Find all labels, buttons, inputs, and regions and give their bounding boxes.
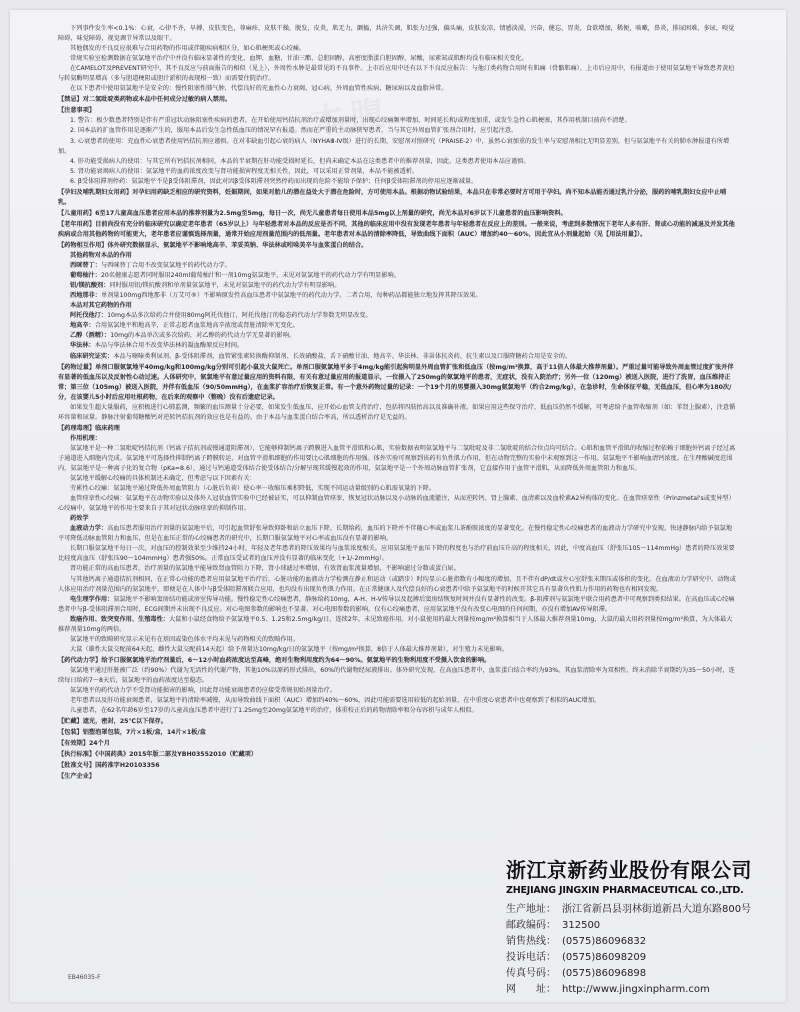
- section-label: 致癌作用、致突变作用、生殖毒性：: [70, 615, 169, 623]
- section-row: [58, 686, 738, 696]
- section-row: [58, 331, 738, 341]
- sections-list: [58, 95, 738, 782]
- section-text: 大鼠和小鼠经食物给予氨氯地平0.5、1.25和2.5mg/kg/日，连续2年，未见致癌作用。对小鼠使用的最大剂量按mg/m²换算相当于人体最大推荐剂量10mg，大鼠的最大用药剂量按mg/m²换算，为大体最大推荐剂量10mg的两倍。: [58, 615, 733, 633]
- section-row: [58, 514, 738, 524]
- section-row: [58, 251, 738, 261]
- section-label: 【执行标准】: [58, 751, 96, 759]
- company-name-en: ZHEJIANG JINGXIN PHARMACEUTICAL CO.,LTD.: [506, 885, 744, 896]
- section-row: [58, 474, 738, 484]
- section-row: [58, 126, 738, 136]
- section-row: [58, 188, 738, 208]
- section-label: 西地那非：: [70, 292, 101, 300]
- contact-value: http://www.jingxinpharm.com: [562, 984, 710, 995]
- section-row: [58, 177, 738, 187]
- intro-paragraph: 在以下患者中使用氨氯地平是安全的：慢性阻塞性肺气肿，代偿良好的充血性心力衰竭，冠心病，外周血管性疾病，糖尿病以及血脂异常。: [70, 85, 448, 93]
- section-row: [58, 95, 738, 105]
- section-row: [58, 403, 738, 423]
- contact-value: (0575)86096832: [562, 936, 647, 947]
- section-row: [58, 575, 738, 595]
- section-text: 氨氯地平的致畸研究显示未见有在基因或染色体水平均未见与药物相关的致畸作用。: [70, 635, 299, 643]
- contact-row: [506, 950, 776, 966]
- section-label: 【批准文号】: [58, 762, 96, 770]
- section-label: 铝/镁抗酸剂：: [70, 282, 110, 290]
- insert-text: [58, 24, 738, 782]
- section-text: 合用氨氯地平和地高辛，正常志愿者血浆地高辛浓度或肾脏清除率无变化。: [94, 322, 299, 330]
- section-row: [58, 564, 738, 574]
- contact-label: 传真号码：: [506, 968, 556, 979]
- section-label: 血液动力学：: [70, 525, 108, 533]
- section-text: 铝塑泡罩包装，7片×1板/盒，14片×1板/盒: [82, 729, 206, 737]
- section-row: [58, 157, 738, 167]
- section-label: 【药理毒理】: [58, 424, 96, 432]
- contact-value: (0575)86096898: [562, 968, 647, 979]
- section-text: 单剂量100mg西地那非（万艾可®）不影响原发性高血压患者中氨氯地平的药代动力学。二者合用，每种药品都能独立地发挥其降压效果。: [100, 292, 482, 300]
- section-text: 对孕妇用药缺乏相应的研究资料，妊娠期间，如果对胎儿的潜在益处大于潜在危险时，方可使用本品。根据动物试验结果，本品只在非常必要时方可用于孕妇。尚不知本品能否通过乳汁分泌，服药的哺乳期妇女应中止哺乳。: [58, 188, 727, 206]
- section-text: 高血压患者服用治疗剂量的氨氯地平后，可引起血管舒张导致仰卧和站立血压下降，长期给药，血压的下降并不伴随心率或血浆儿茶酚胺浓度的显著变化。在慢性稳定性心绞痛患者的血液动力学研究中发现，快速静脉内给予氨氯地平可降低动脉血管阻力和血压，但是在血压正常的心绞痛患者的研究中，长期口服氨氯地平对心率或血压没有显著的影响。: [58, 525, 733, 543]
- section-text: 氨氯地平是一种二氢吡啶钙拮抗剂（钙离子拮抗剂或慢通道阻滞剂），它能够抑制钙离子跨膜进入血管平滑肌和心肌，实验数据表明氨氯地平与二氢吡啶及非二氢吡啶的结合位点均可结合。心肌和血管平滑肌的收缩过程依赖于细胞外钙离子经过离子通道进入细胞内完成。氨氯地平可选择性抑制钙离子跨膜转运，对血管平滑肌细胞的作用要比心肌细胞的作用强。体外实验可观察到该药有负性肌力作用，但在动物完整的实验中未观察到这一作用。氨氯地平不影响血清钙浓度。在生理酸碱度范围内，氨氯地平是一种离子化的复合物（pKa=8.6），通过与钙通道受体结合使受体结合/分解呈现其缓慢起效的作用，氨氯地平是一个外周动脉血管扩张剂，它直接作用于血管平滑肌，从而降低外周血管阻力和血压。: [58, 444, 736, 473]
- contact-row: [506, 902, 776, 918]
- section-row: [58, 271, 738, 281]
- section-label: 药效学: [70, 515, 89, 523]
- intro-paragraph: 其他偶发的不良反应很难与合用药物的作用或伴随疾病相区分，如心肌梗死或心绞痛。: [70, 45, 306, 53]
- section-text: 遮光，密封，25℃以下保存。: [82, 718, 167, 726]
- section-text: 氨氯地平的药代动力学不受肾功能损害的影响，因此肾功能衰竭患者仍应接受常规初始剂量治疗。: [70, 687, 337, 695]
- section-row: [58, 291, 738, 301]
- section-text: 氨氯地平不影响窦房结功能或房室传导功能。慢性稳定性心绞痛患者，静脉给药10mg，A-H、H-V传导以及起搏后窦房结恢复时间并没有显著性的改变。β-阻滞剂与氨氯地平联合用药患者中可观察到类似结果。在高血压或心绞痛患者中与β-受体阻滞剂合用时，ECG间期并未出现不良反应。对心电图参数的影响也不显著。对心电图参数的影响，仅有心绞痛患者，应用氨氯地平没有改变心电图的任何间期，亦没有增加AV传导阻滞。: [58, 595, 735, 613]
- section-row: [58, 220, 738, 240]
- section-label: 本品对其它药物的作用: [70, 302, 132, 310]
- section-row: [58, 524, 738, 544]
- section-row: [58, 209, 738, 219]
- section-label: 【禁忌】: [58, 96, 83, 104]
- intro-paragraph: 下列事件发生率<0.1%：心衰，心律不齐，早搏，皮肤变色，荨麻疹，皮肤干燥，脱发，皮炎，肌无力，颤搐，共济失调，肌张力过强，偏头痛，皮肤发凉，情感淡漠，兴奋，健忘，胃炎，食欲增加，稀便，咳嗽，鼻炎，排尿困难，多尿，嗅觉障碍，味觉障碍，视觉调节异常以及眼干。: [58, 25, 735, 43]
- section-label: 电生理学作用：: [70, 595, 114, 603]
- section-row: [58, 444, 738, 474]
- section-row: [58, 321, 738, 331]
- contact-label: 投诉电话：: [506, 952, 556, 963]
- section-text: 单剂口服氨氯地平40mg/kg和100mg/kg分别可引起小鼠及大鼠死亡。单剂口服氨氯地平多于4mg/kg能引起狗明显外周血管扩张和低血压（按mg/m²换算，高于11倍人体最大推荐剂量）。严重过量可能导致外周血管过度扩张并伴有显著的低血压以及反射性心动过速。人体研究中，氨氯地平有意过量应用的资料有限，有关有意过量应用的报道显示，一位摄入了250mg的氨氯地平的患者，无症状，没有入院治疗；另外一位（120mg）被送入医院，进行了洗胃，血压维持正常；第三位（105mg）被送入医院，并伴有低血压（90/50mmHg），在血浆扩容治疗后恢复正常。有一个意外药物过量的记录：一个19个月的男婴摄入30mg氨氯地平（约合2mg/kg），在急诊时，生命体征平稳，无低血压，但心率为180次/分，在该婴儿5小时后应用吐根药物，在后来的观察中（整晚）没有后遗症记录。: [58, 363, 734, 401]
- section-label: 乙醇（酒精）：: [70, 332, 111, 340]
- company-block: [506, 854, 776, 998]
- section-row: [58, 656, 738, 666]
- section-text: 肾功能正常的高血压患者，治疗剂量的氨氯地平能导致肾血管阻力下降，肾小球滤过率增加，有效肾血浆流量增加，不影响滤过分数或蛋白尿。: [70, 565, 460, 573]
- section-label: 【孕妇及哺乳期妇女用药】: [58, 188, 133, 196]
- section-text: 6. β受体阻滞剂停药：氨氯地平不是β受体阻滞剂，因此对因β受体阻滞剂突然停药而出现的危险不能给予保护；任何β受体阻滞剂的停用应逐渐减量。: [70, 177, 478, 185]
- section-text: 5. 肾功能衰竭病人的使用：氨氯地平的血药浓度改变与肾功能损害程度无相关性，因此，可以采用正常剂量，本品不能被透析。: [70, 167, 419, 175]
- section-text: 如果发生超大量服药，应积极进行心肺监测，频繁的血压测量十分必要，如果发生低血压，应开始心血管支持治疗，包括将四肢抬高以及准确补液。如果应用这些保守治疗，低血压仍然不缓解，可考虑给予血管收缩剂（如：苯肾上腺素），注意循环容量和尿量。静脉注射葡萄糖酸钙对逆转钙拮抗剂的效应也是有益的。由于本品与血浆蛋白结合率高，所以透析治疗是无益的。: [58, 403, 736, 421]
- section-text: 6至17儿童高血压患者应用本品的推荐剂量为2.5mg至5mg，每日一次，尚无儿童患者每日使用本品5mg以上剂量的研究，尚无本品对6岁以下儿童患者的血压影响资料。: [95, 209, 567, 217]
- section-row: [58, 772, 738, 782]
- section-row: [58, 696, 738, 706]
- section-label: 葡萄柚汁：: [70, 272, 101, 280]
- section-text: 给予口服氨氯地平治疗剂量后，6～12小时血药浓度达至高峰，绝对生物利用度约为64～90%。氨氯地平的生物利用度不受摄入饮食的影响。: [101, 656, 491, 664]
- section-text: 劳累性心绞痛：氨氯地平通过降低外周血管阻力（心脏后负荷）使心率－收缩压乘积降低，实现不同运动量级别的心肌需氧量的下降。: [70, 485, 436, 493]
- section-label: 【贮藏】: [58, 718, 83, 726]
- company-name-cn: 浙江京新药业股份有限公司: [506, 858, 752, 882]
- section-label: 【药物过量】: [58, 363, 96, 371]
- package-insert-sheet: [10, 10, 786, 1002]
- watermark: 本腹: [308, 92, 393, 144]
- contact-row: [506, 966, 776, 982]
- section-label: 【药物相互作用】: [58, 241, 108, 249]
- section-text: 临床药理: [95, 424, 120, 432]
- section-label: 【药代动力学】: [58, 656, 102, 664]
- section-label: 【老年用药】: [58, 220, 96, 228]
- section-text: 国药准字H20103356: [95, 762, 160, 770]
- section-row: [58, 615, 738, 635]
- section-label: 阿托伐他汀：: [70, 312, 108, 320]
- section-text: 《中国药典》2015年版二部及YBH03552010（贮藏项）: [95, 751, 258, 759]
- section-row: [58, 635, 738, 645]
- section-label: 地高辛：: [70, 322, 95, 330]
- section-row: [58, 341, 738, 351]
- section-text: 本品与华法林合用不改变华法林的凝血酶原反应时间。: [94, 342, 244, 350]
- contact-label: 邮政编码：: [506, 920, 556, 931]
- intro-paragraph: 常规实验室检测数据在氨氯地平治疗中并没有临床显著性的变化，血钾，血糖，甘油三酯，总胆固醇，高密度脂蛋白胆固醇，尿酸，尿素氮或肌酐均没有临床相关变化。: [70, 55, 528, 63]
- section-text: 与西咪替丁合用不改变氨氯地平的药代动力学。: [100, 262, 231, 270]
- section-text: 体外研究数据显示，氨氯地平不影响地高辛、苯妥英钠、华法林或吲哚美辛与血浆蛋白的结合。: [107, 241, 368, 249]
- section-text: 与其他钙离子通道拮抗剂相同，在正常心功能的患者应用氨氯地平治疗后，心脏功能的血液动力学检测在静止和运动（或踏步）时均显示心脏指数有小幅度的增加，且不伴有dP/dt或左心室舒张末期压或体积的变化。在血液动力学研究中，动物或人体应用治疗剂量范围内的氨氯地平，即便是在人体中与β受体阻滞剂联合应用，也均没有出现负性肌力作用。在正常健康人及代偿良好的心衰患者中给予氨氯地平的时候开其它具有显著负性肌力作用的药物也有相同发现。: [58, 575, 736, 593]
- section-row: [58, 137, 738, 157]
- section-row: [58, 750, 738, 760]
- section-text: 同时服用铝/镁抗酸剂和单剂量氨氯地平，未见对氨氯地平的药代动力学有明显影响。: [109, 282, 341, 290]
- section-row: [58, 363, 738, 403]
- section-row: [58, 261, 738, 271]
- section-row: [58, 281, 738, 291]
- contact-row: [506, 934, 776, 950]
- section-label: 【注意事项】: [58, 107, 96, 115]
- section-label: 【有效期】: [58, 740, 89, 748]
- section-text: 10mg本品多次给药合并使用80mg阿托伐他汀，阿托伐他汀的稳态药代动力学参数无明显改变。: [107, 312, 372, 320]
- section-row: [58, 761, 738, 771]
- section-text: 3. 心衰患者的使用：充血性心衰患者使用钙拮抗剂应谨慎。在对非缺血引起心衰的病人（NYHAⅢ-Ⅳ级）进行的长期、安慰剂对照研究（PRAISE-2）中，虽然心衰加重的发生率与安慰剂相比无明显差别，但与氨氯地平有关的肺水肿报道有所增加。: [58, 137, 730, 155]
- section-row: [58, 424, 738, 434]
- section-text: 大鼠（雄性大鼠交配前64天起，雌性大鼠交配前14天起）给予剂量达10mg/kg/日的氨氯地平（按mg/m²换算，8倍于人体最大推荐剂量），对生殖力未见影响。: [70, 645, 508, 653]
- section-label: 【包装】: [58, 729, 83, 737]
- section-label: 【儿童用药】: [58, 209, 96, 217]
- section-row: [58, 717, 738, 727]
- section-text: 氨氯地平通过肝脏被广泛（约90%）代谢为无活性的代谢产物，其他10%以原药形式排出，60%的代谢物经尿液排出。体外研究发现，在高血压患者中，血浆蛋白结合率约为93%。其血浆清除率为双相性，终末消除半衰期约为35～50小时，连续每日给药7～8天后，氨氯地平的血药浓度达至稳态。: [58, 666, 735, 684]
- contact-value: (0575)86098209: [562, 952, 647, 963]
- section-row: [58, 544, 738, 564]
- intro-paragraph: 在CAMELOT及PREVENT研究中，其不良反应与前面报告的相似（见上），外周性水肿是最常见的不良事件。上市后应用中还有以下不良反应报告：与他汀类药物合用时有肌痛（骨骼肌痛），上市后应用中，有报道由于使用氨氯地平导致患者黄疸与转氨酶明显增高（多与胆道梗阻或胆汁淤积的表现相一致）而需要住院治疗。: [58, 65, 735, 83]
- section-text: 长期口服氨氯地平每日一次，对血压的控制效果至少维持24小时，年轻及老年患者的降压效果均与血浆浓度相关。应用氨氯地平血压下降的程度也与治疗前血压升高的程度相关，因此，中度高血压（舒张压105～114mmHg）患者的降压效果要比轻度高血压（舒张压90～104mmHg）患者强50%。正常血压受试者的血压并没有显著的临床变化（+1/-2mmHg）。: [58, 545, 735, 563]
- contact-label: 网 址：: [506, 984, 556, 995]
- print-code: EB46035-F: [68, 974, 101, 981]
- section-text: 1. 警告：极少数患者特别是伴有严重冠状动脉阻塞性疾病的患者，在开始使用钙拮抗剂治疗或增加剂量时，出现心绞痛频率增加，时间延长和/或程度加重，或发生急性心肌梗塞，其作用机制目前尚不清楚。: [70, 117, 631, 125]
- contact-row: [506, 918, 776, 934]
- section-row: [58, 494, 738, 514]
- section-row: [58, 301, 738, 311]
- section-text: 血管痉挛性心绞痛：氨氯地平在动物实验以及体外人冠状血管实验中已经被证实，可以抑制血管痉挛，恢复冠状动脉以及小动脉的血流灌注，从而逆转钙、肾上腺素、血清素以及血栓素A2异构体的变化。在血管痉挛性（Prinzmetal's或变异型）心绞痛中，氨氯地平的作用主要来自于其对冠状动脉痉挛的抑制作用。: [58, 495, 735, 513]
- section-label: 华法林：: [70, 342, 95, 350]
- section-row: [58, 739, 738, 749]
- section-text: 目前尚没有充分的临床研究以确定老年患者（65岁以上）与年轻患者对本品的反应是否不同，其他的临床应用中没有发现老年患者与年轻患者在反应上的差别。一般来说，考虑到多数情况下老年人多有肝、肾或心功能的减退及并发其他疾病或合用其他药物的可能更大，老年患者应谨慎选择剂量，通常开始应用剂量范围内的低剂量。老年患者对本品的清除率降低，导致曲线下面积（AUC）增加约40～60%，因此宜从小剂量起始（见【用法用量】）。: [58, 220, 735, 238]
- section-row: [58, 167, 738, 177]
- contact-value: 312500: [562, 920, 601, 931]
- section-row: [58, 241, 738, 251]
- contact-label: 生产地址：: [506, 904, 556, 915]
- section-row: [58, 311, 738, 321]
- section-text: 20名健康志愿者同时服用240ml葡萄柚汁和一剂10mg氨氯地平，未见对氨氯地平的药代动力学有明显影响。: [100, 272, 400, 280]
- section-row: [58, 666, 738, 686]
- section-label: 【生产企业】: [58, 773, 96, 781]
- section-label: 其他药物对本品的作用: [70, 252, 132, 260]
- section-text: 24个月: [88, 740, 110, 748]
- section-row: [58, 484, 738, 494]
- section-text: 10mg的本品单次或多次给药，对乙醇的药代动力学无显著的影响。: [110, 332, 296, 340]
- contact-label: 销售热线：: [506, 936, 556, 947]
- contact-value: 浙江省新昌县羽林街道新昌大道东路800号: [562, 904, 752, 915]
- section-label: 西咪替丁：: [70, 262, 101, 270]
- section-label: 作用机理：: [70, 434, 101, 442]
- intro-paragraphs: [58, 24, 738, 94]
- section-text: 4. 肝功能受损病人的使用：与其它所有钙拮抗剂相同，本品的半衰期在肝功能受损时延长，但尚未确定本品在这类患者中的推荐剂量，因此，这类患者使用本品应谨慎。: [70, 157, 530, 165]
- section-text: 氨氯地平缓解心绞痛的具体机制还未确定，但考虑与以下因素有关：: [70, 475, 256, 483]
- section-row: [58, 645, 738, 655]
- section-row: [58, 434, 738, 444]
- section-row: [58, 706, 738, 716]
- section-text: 儿童患者，在62名年龄6岁至17岁的儿童高血压患者中进行了1.25mg至20mg氨氯地平的治疗，体重校正后的药物清除率和分布容积与成年人相似。: [70, 707, 478, 715]
- section-row: [58, 106, 738, 116]
- section-text: 老年患者以及肝功能衰竭患者，氨氯地平的清除率减慢，从而导致曲线下面积（AUC）增加约40%～60%，因此可能需要选用较低的起始剂量，在中重度心衰患者中也观察到了相似的AUC增加。: [70, 697, 601, 705]
- section-row: [58, 728, 738, 738]
- section-text: 对二氢吡啶类药物或本品中任何成分过敏的病人禁用。: [82, 96, 232, 104]
- section-text: 本品与噻嗪类利尿剂、β-受体阻滞剂、血管紧张素转换酶抑制剂、长效硝酸盐、舌下硝酸甘油、地高辛、华法林、非甾体抗炎药、抗生素以及口服降糖药合用是安全的。: [113, 352, 572, 360]
- company-contacts: [506, 902, 776, 998]
- section-row: [58, 352, 738, 362]
- section-row: [58, 116, 738, 126]
- section-text: 2. 国本品的扩血管作用是逐渐产生的，服用本品后发生急性低血压的情况罕有报道。然而在严重的主动脉狭窄患者，当与其它外周血管扩张剂合用时，应引起注意。: [70, 127, 518, 135]
- section-label: 临床研究证实：: [70, 352, 114, 360]
- section-row: [58, 595, 738, 615]
- contact-row: [506, 982, 776, 998]
